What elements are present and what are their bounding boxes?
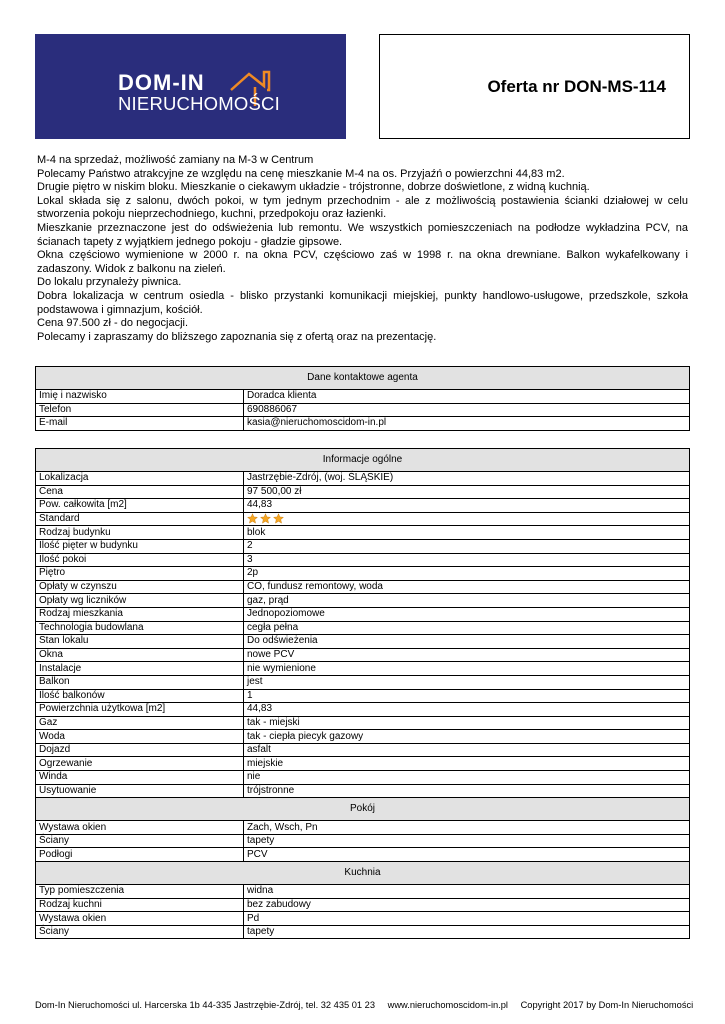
star-icon (273, 513, 284, 524)
row-label: Rodzaj mieszkania (36, 607, 244, 621)
footer-website: www.nieruchomoscidom-in.pl (387, 1000, 508, 1010)
row-value: trójstronne (244, 784, 690, 798)
table-row (36, 784, 690, 798)
row-label: Standard (36, 512, 244, 526)
row-label: Balkon (36, 675, 244, 689)
footer-address: Dom-In Nieruchomości ul. Harcerska 1b 44-335 Jastrzębie-Zdrój, tel. 32 435 01 23 (35, 1000, 376, 1010)
row-label: Rodzaj budynku (36, 526, 244, 540)
row-value: 2 (244, 539, 690, 553)
table-row (36, 567, 690, 581)
standard-row (36, 512, 690, 526)
table-row (36, 621, 690, 635)
table-row (36, 675, 690, 689)
kitchen-section-heading (36, 862, 690, 885)
row-label: Lokalizacja (36, 472, 244, 486)
description-paragraph: Okna częściowo wymienione w 2000 r. na okna PCV, częściowo zaś w 1998 r. na okna drewniane. Balkon wykafelkowany i zadaszony. Widok z balkonu na zieleń. (37, 249, 688, 275)
table-row (36, 403, 690, 417)
row-value: asfalt (244, 743, 690, 757)
company-logo (35, 34, 346, 139)
row-label: Ściany (36, 834, 244, 848)
agent-table-heading: Dane kontaktowe agenta (36, 367, 690, 390)
row-value: cegła pełna (244, 621, 690, 635)
table-row (36, 662, 690, 676)
table-row (36, 485, 690, 499)
kitchen-section-heading-label: Kuchnia (36, 862, 690, 885)
table-row (36, 925, 690, 939)
row-label: Winda (36, 771, 244, 785)
description-paragraph: M-4 na sprzedaż, możliwość zamiany na M-3 w Centrum (37, 154, 314, 166)
row-value: 44,83 (244, 703, 690, 717)
row-label: E-mail (36, 417, 244, 431)
description-paragraph: Cena 97.500 zł - do negocjacji. (37, 317, 189, 330)
row-label: Ilość pokoi (36, 553, 244, 567)
table-row (36, 390, 690, 404)
row-value: tak - ciepła piecyk gazowy (244, 730, 690, 744)
star-icon (247, 513, 258, 524)
row-value: nowe PCV (244, 648, 690, 662)
description-paragraph: Polecamy Państwo atrakcyjne ze względu na cenę mieszkanie M-4 na os. Przyjaźń o powierzchni 44,83 m2. (37, 167, 565, 180)
row-label: Dojazd (36, 743, 244, 757)
row-label: Piętro (36, 567, 244, 581)
row-label: Powierzchnia użytkowa [m2] (36, 703, 244, 717)
general-section-heading-label: Informacje ogólne (36, 449, 690, 472)
row-value: miejskie (244, 757, 690, 771)
row-value: gaz, prąd (244, 594, 690, 608)
table-row (36, 648, 690, 662)
row-label: Ilość pięter w budynku (36, 539, 244, 553)
table-row (36, 834, 690, 848)
standard-rating (244, 512, 690, 526)
table-row (36, 607, 690, 621)
room-section-heading-label: Pokój (36, 798, 690, 821)
table-row (36, 526, 690, 540)
description-paragraph: Drugie piętro w niskim bloku. Mieszkanie o ciekawym układzie - trójstronne, dobrze doświetlone, z widną kuchnią. (37, 181, 590, 194)
table-row (36, 912, 690, 926)
description-paragraph: Dobra lokalizacja w centrum osiedla - blisko przystanki komunikacji miejskiej, punkty handlowo-usługowe, przedszkole, szkoła podstawowa i gimnazjum, kościół. (37, 289, 688, 316)
row-label: Opłaty wg liczników (36, 594, 244, 608)
table-row (36, 898, 690, 912)
row-label: Usytuowanie (36, 784, 244, 798)
row-label: Typ pomieszczenia (36, 885, 244, 899)
description-paragraph: Do lokalu przynależy piwnica. (37, 276, 182, 289)
row-value: 3 (244, 553, 690, 567)
table-row (36, 553, 690, 567)
table-row (36, 848, 690, 862)
table-row (36, 417, 690, 431)
description-paragraph: Polecamy i zapraszamy do bliższego zapoznania się z ofertą oraz na prezentację. (37, 330, 437, 343)
row-value: tapety (244, 925, 690, 939)
row-label: Ściany (36, 925, 244, 939)
row-value: jest (244, 675, 690, 689)
general-info-table (35, 448, 690, 939)
row-value: 690886067 (244, 403, 690, 417)
row-label: Ogrzewanie (36, 757, 244, 771)
table-row (36, 885, 690, 899)
general-section-heading (36, 449, 690, 472)
agent-contact-table (35, 366, 690, 431)
table-row (36, 703, 690, 717)
table-row (36, 730, 690, 744)
row-value: 2p (244, 567, 690, 581)
table-row (36, 499, 690, 513)
row-value: Do odświeżenia (244, 635, 690, 649)
row-label: Opłaty w czynszu (36, 580, 244, 594)
row-label: Wystawa okien (36, 821, 244, 835)
row-label: Okna (36, 648, 244, 662)
table-row (36, 539, 690, 553)
row-label: Ilość balkonów (36, 689, 244, 703)
offer-title: Oferta nr DON-MS-114 (487, 77, 666, 96)
description-paragraph: Lokal składa się z salonu, dwóch pokoi, w tym jednym przechodnim - ale z możliwością postawienia ścianki działowej w celu stworzenia pokoju nieprzechodniego, kuchni, przedpokoju oraz łazienki. (37, 194, 688, 221)
row-value: Doradca klienta (244, 390, 690, 404)
row-label: Rodzaj kuchni (36, 898, 244, 912)
footer-copyright: Copyright 2017 by Dom-In Nieruchomości (520, 1000, 694, 1010)
row-value: Pd (244, 912, 690, 926)
row-value: tapety (244, 834, 690, 848)
row-value: bez zabudowy (244, 898, 690, 912)
row-label: Cena (36, 485, 244, 499)
row-label: Podłogi (36, 848, 244, 862)
table-row (36, 689, 690, 703)
description-paragraph: Mieszkanie przeznaczone jest do odświeżenia lub remontu. We wszystkich pomieszczeniach na podłodze wykładzina PCV, na ścianach tapety z wyjątkiem jednego pokoju - gładzie gipsowe. (37, 221, 688, 248)
row-value: CO, fundusz remontowy, woda (244, 580, 690, 594)
row-label: Gaz (36, 716, 244, 730)
row-value: blok (244, 526, 690, 540)
row-value: widna (244, 885, 690, 899)
page-footer (35, 1000, 693, 1010)
row-label: Woda (36, 730, 244, 744)
row-value: 97 500,00 zł (244, 485, 690, 499)
row-label: Imię i nazwisko (36, 390, 244, 404)
table-row (36, 821, 690, 835)
row-label: Technologia budowlana (36, 621, 244, 635)
table-row (36, 757, 690, 771)
row-value: nie wymienione (244, 662, 690, 676)
logo-text-dom-in: DOM-IN (118, 70, 205, 95)
row-value: PCV (244, 848, 690, 862)
row-label: Wystawa okien (36, 912, 244, 926)
row-value: Jednopoziomowe (244, 607, 690, 621)
row-value: Jastrzębie-Zdrój, (woj. ŚLĄSKIE) (244, 472, 690, 486)
table-row (36, 635, 690, 649)
row-label: Stan lokalu (36, 635, 244, 649)
row-value: Zach, Wsch, Pn (244, 821, 690, 835)
row-label: Instalacje (36, 662, 244, 676)
table-row (36, 771, 690, 785)
star-icon (260, 513, 271, 524)
row-value: 1 (244, 689, 690, 703)
row-value: kasia@nieruchomoscidom-in.pl (244, 417, 690, 431)
row-value: 44,83 (244, 499, 690, 513)
table-row (36, 594, 690, 608)
row-value: tak - miejski (244, 716, 690, 730)
room-section-heading (36, 798, 690, 821)
table-row (36, 743, 690, 757)
offer-description (37, 154, 688, 344)
table-row (36, 580, 690, 594)
row-value: nie (244, 771, 690, 785)
table-row (36, 716, 690, 730)
logo-text-nieruchomosci: NIERUCHOMOŚCI (118, 93, 280, 114)
table-row (36, 472, 690, 486)
row-label: Pow. całkowita [m2] (36, 499, 244, 513)
row-label: Telefon (36, 403, 244, 417)
